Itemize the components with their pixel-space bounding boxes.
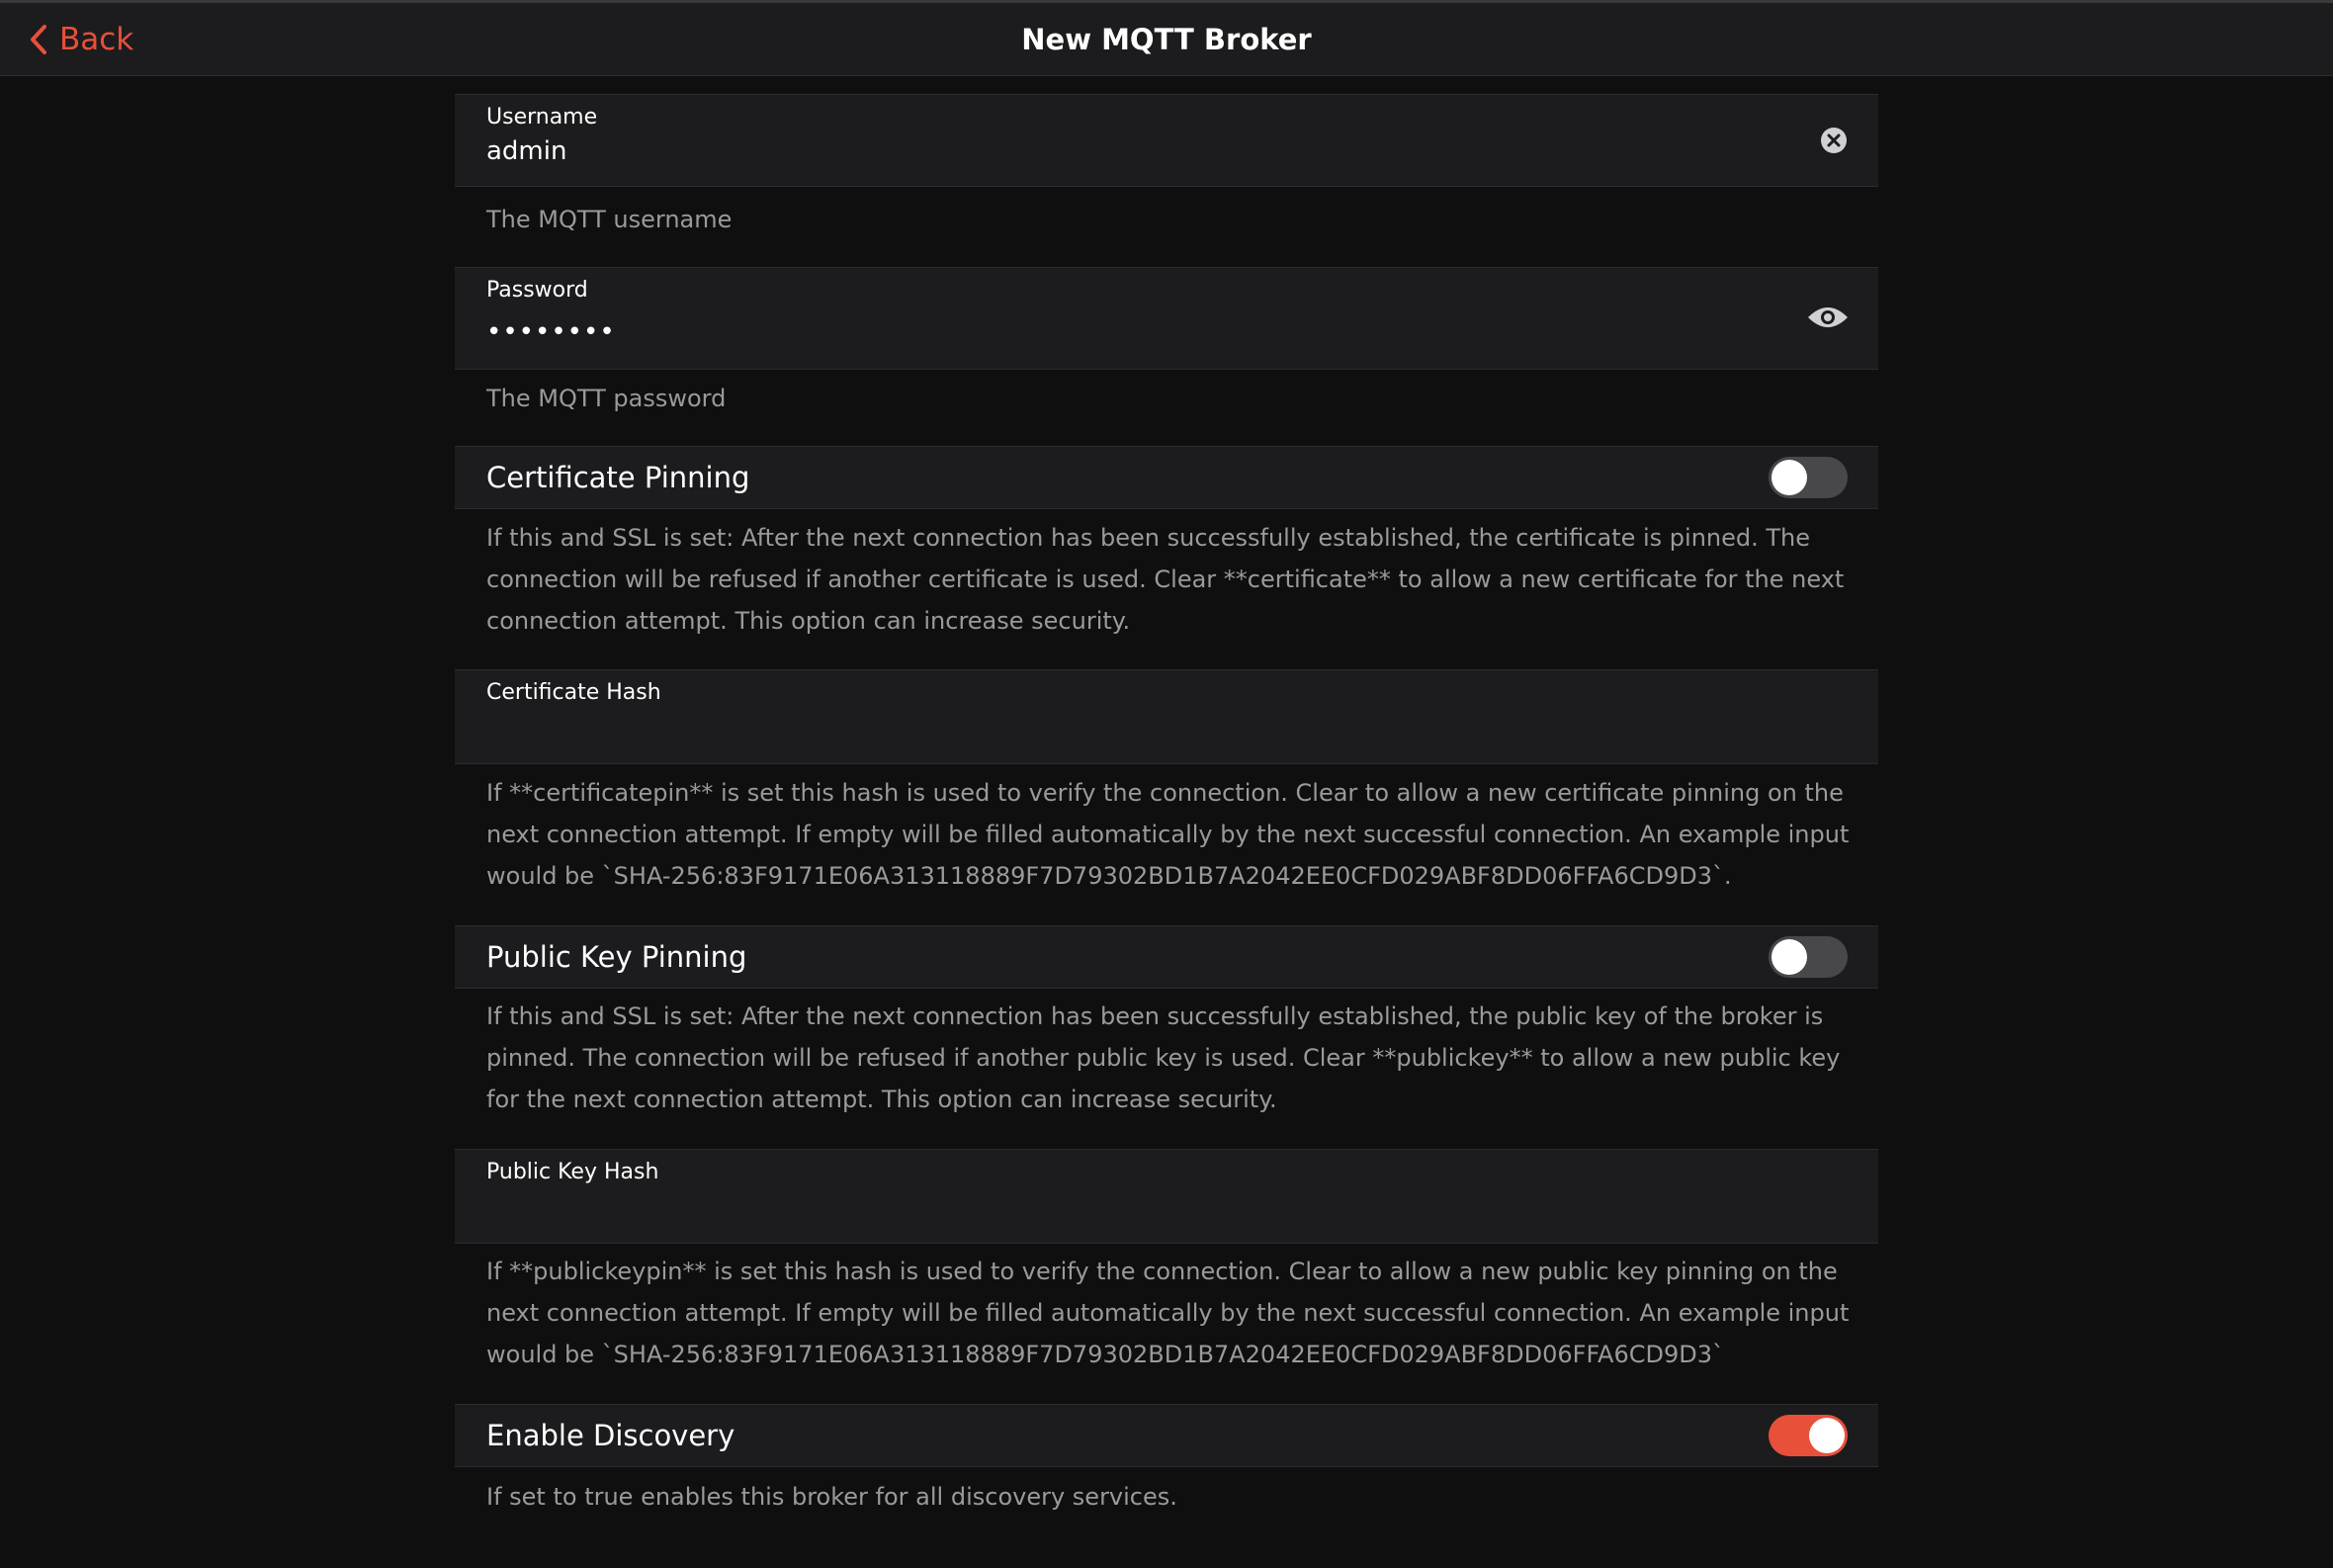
password-label: Password	[486, 278, 588, 303]
public-key-hash-field[interactable]	[455, 1149, 1878, 1244]
username-label: Username	[486, 105, 598, 130]
public-key-pinning-row	[455, 925, 1878, 989]
username-help: The MQTT username	[486, 206, 733, 233]
toggle-knob	[1771, 939, 1807, 975]
password-input[interactable]: ••••••••	[486, 317, 616, 347]
certificate-pinning-row	[455, 446, 1878, 509]
certificate-hash-help: If **certificatepin** is set this hash is used to verify the connection. Clear to allow a new certificate pinning on the next connection attempt. If empty will be filled automatically by the next successful connection. An example input would be `SHA-256:83F9171E06A313118889F7D79302BD1B7A2042EE0CFD029ABF8DD06FFA6CD9D3`.	[486, 779, 1850, 890]
password-field[interactable]	[455, 267, 1878, 370]
enable-discovery-label: Enable Discovery	[486, 1419, 735, 1452]
password-help: The MQTT password	[486, 385, 727, 412]
public-key-pinning-toggle[interactable]	[1769, 936, 1848, 978]
back-label: Back	[59, 22, 134, 57]
certificate-pinning-help: If this and SSL is set: After the next connection has been successfully established, the certificate is pinned. The connection will be refused if another certificate is used. Clear **certificate** to allow a new certificate for the next connection attempt. This option can increase security.	[486, 524, 1845, 635]
public-key-pinning-label: Public Key Pinning	[486, 940, 747, 974]
public-key-pinning-help: If this and SSL is set: After the next connection has been successfully established, the public key of the broker is pinned. The connection will be refused if another public key is used. Clear **publickey** to allow a new public key for the next connection attempt. This option can increase security.	[486, 1002, 1841, 1113]
eye-icon[interactable]	[1806, 304, 1850, 331]
enable-discovery-help: If set to true enables this broker for all discovery services.	[486, 1483, 1177, 1511]
certificate-hash-field[interactable]	[455, 669, 1878, 764]
clear-icon[interactable]	[1820, 127, 1848, 154]
username-field[interactable]	[455, 94, 1878, 187]
certificate-pinning-label: Certificate Pinning	[486, 461, 750, 494]
toggle-knob	[1809, 1418, 1845, 1453]
navigation-bar	[0, 3, 2333, 76]
username-input[interactable]: admin	[486, 136, 567, 166]
enable-discovery-row	[455, 1404, 1878, 1467]
toggle-knob	[1771, 460, 1807, 495]
certificate-hash-label: Certificate Hash	[486, 680, 661, 705]
page-title: New MQTT Broker	[1021, 23, 1312, 56]
certificate-pinning-toggle[interactable]	[1769, 457, 1848, 498]
public-key-hash-help: If **publickeypin** is set this hash is used to verify the connection. Clear to allow a new public key pinning on the next connection attempt. If empty will be filled automatically by the next successful connection. An example input would be `SHA-256:83F9171E06A313118889F7D79302BD1B7A2042EE0CFD029ABF8DD06FFA6CD9D3`	[486, 1258, 1850, 1368]
enable-discovery-toggle[interactable]	[1769, 1415, 1848, 1456]
public-key-hash-label: Public Key Hash	[486, 1160, 659, 1184]
